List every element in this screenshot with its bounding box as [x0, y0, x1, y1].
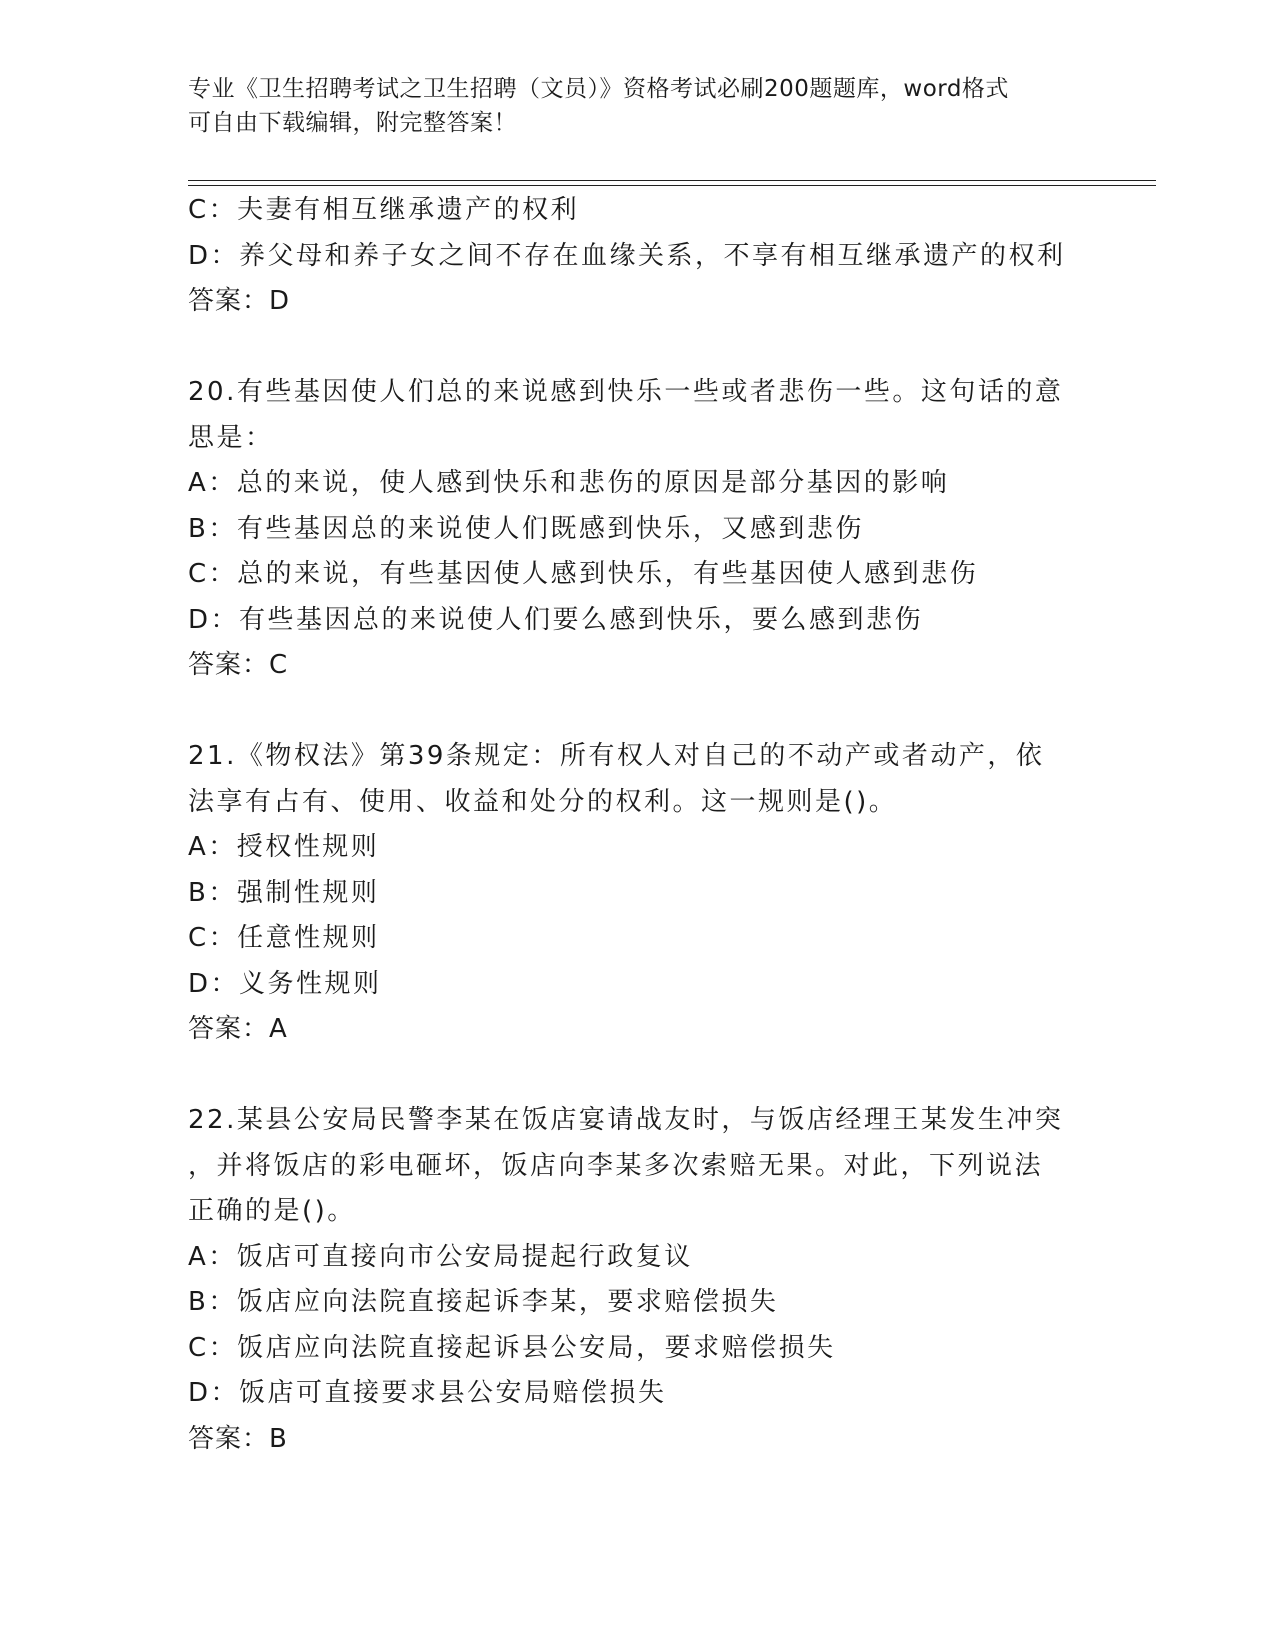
- option-c: C：总的来说，有些基因使人感到快乐，有些基因使人感到悲伤: [188, 559, 979, 589]
- spacer: [188, 1053, 1088, 1099]
- option-d: D：有些基因总的来说使人们要么感到快乐，要么感到悲伤: [188, 604, 924, 635]
- question-text-line: 20.有些基因使人们总的来说感到快乐一些或者悲伤一些。这句话的意: [188, 377, 1064, 407]
- option-c: C：夫妻有相互继承遗产的权利: [188, 195, 580, 225]
- option-d: D：饭店可直接要求县公安局赔偿损失: [188, 1378, 667, 1408]
- answer: 答案：C: [188, 650, 289, 680]
- question-text-line: 21.《物权法》第39条规定：所有权人对自己的不动产或者动产，依: [188, 741, 1045, 771]
- option-b: B：强制性规则: [188, 877, 380, 908]
- option-c: C：任意性规则: [188, 923, 380, 953]
- question-text-line: ，并将饭店的彩电砸坏，饭店向李某多次索赔无果。对此，下列说法: [188, 1150, 1044, 1181]
- question-21: [188, 734, 1088, 1053]
- option-a: A：总的来说，使人感到快乐和悲伤的原因是部分基因的影响: [188, 468, 950, 498]
- question-text-line: 思是：: [188, 422, 274, 453]
- page-header: [188, 72, 1068, 140]
- option-a: A：授权性规则: [188, 832, 380, 862]
- option-d: D：养父母和养子女之间不存在血缘关系，不享有相互继承遗产的权利: [188, 240, 1066, 271]
- continued-question: [188, 188, 1088, 325]
- option-d: D：义务性规则: [188, 968, 382, 999]
- question-22: [188, 1098, 1088, 1462]
- option-a: A：饭店可直接向市公安局提起行政复议: [188, 1241, 693, 1272]
- document-body: [188, 188, 1088, 1462]
- option-c: C：饭店应向法院直接起诉县公安局，要求赔偿损失: [188, 1332, 836, 1363]
- question-text-line: 正确的是()。: [188, 1196, 356, 1226]
- question-text-line: 22.某县公安局民警李某在饭店宴请战友时，与饭店经理王某发生冲突: [188, 1105, 1064, 1135]
- option-b: B：饭店应向法院直接起诉李某，要求赔偿损失: [188, 1287, 779, 1317]
- answer: 答案：A: [188, 1014, 288, 1044]
- header-line-1: 专业《卫生招聘考试之卫生招聘（文员）》资格考试必刷200题题库，word格式: [188, 76, 1009, 102]
- answer: 答案：D: [188, 286, 291, 316]
- header-line-2: 可自由下载编辑，附完整答案！: [188, 110, 517, 136]
- spacer: [188, 689, 1088, 735]
- question-20: [188, 370, 1088, 689]
- question-text-line: 法享有占有、使用、收益和处分的权利。这一规则是()。: [188, 786, 898, 817]
- answer: 答案：B: [188, 1423, 288, 1454]
- option-b: B：有些基因总的来说使人们既感到快乐，又感到悲伤: [188, 513, 864, 544]
- spacer: [188, 325, 1088, 371]
- header-divider: [188, 180, 1156, 186]
